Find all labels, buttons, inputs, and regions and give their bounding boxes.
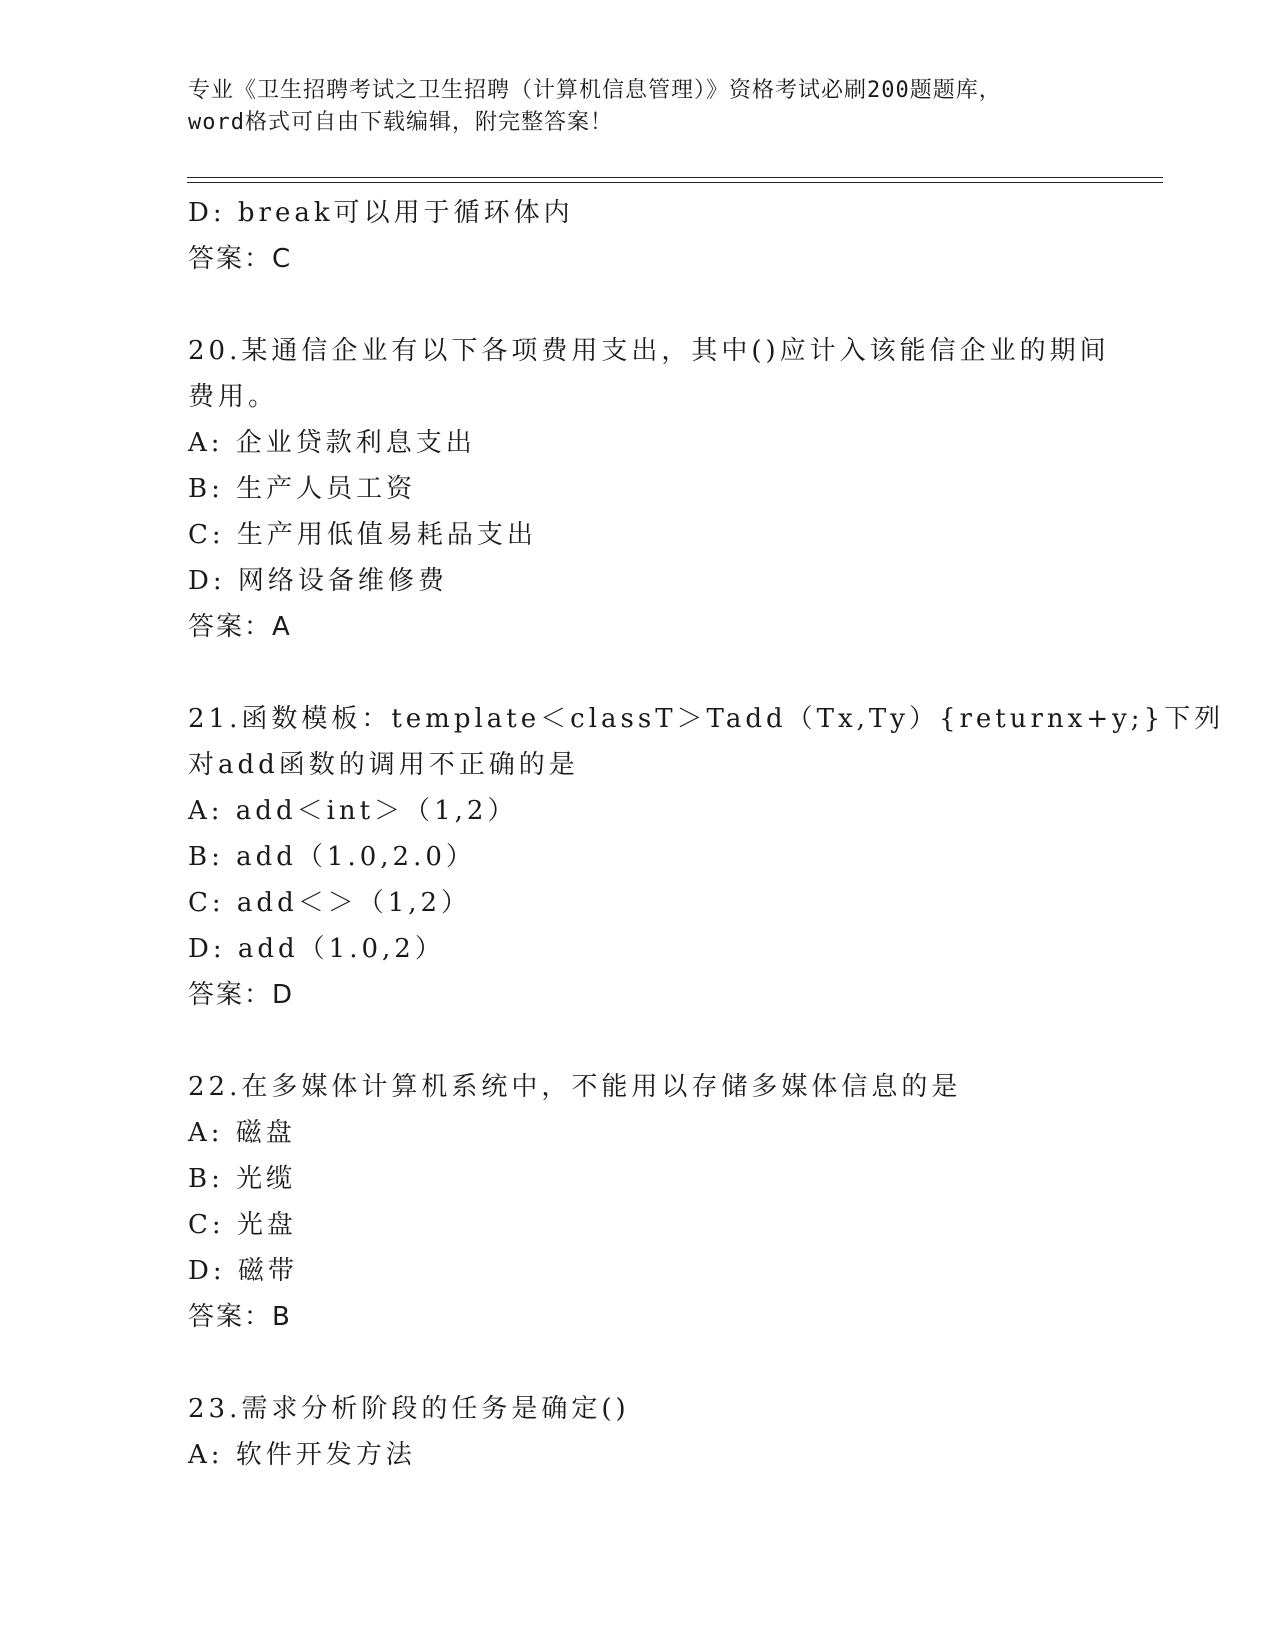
question-20 [188,328,1110,650]
option-d: D: 磁带 [188,1256,298,1286]
header-line-1: 专业《卫生招聘考试之卫生招聘（计算机信息管理）》资格考试必刷200题题库， [188,78,1002,103]
question-stem: 20.某通信企业有以下各项费用支出，其中()应计入该能信企业的期间 [188,336,1110,366]
option-a: A: 软件开发方法 [188,1440,416,1470]
prev-option-d: D: break可以用于循环体内 [188,198,574,228]
option-b: B: add（1.0,2.0） [188,842,476,872]
question-21 [188,696,1225,1018]
option-b: B: 生产人员工资 [188,474,417,504]
option-a: A: 磁盘 [188,1118,296,1148]
question-stem: 21.函数模板：template＜classT＞Tadd（Tx,Ty）{returnx+y;}下列 [188,704,1225,734]
option-c: C: 生产用低值易耗品支出 [188,520,537,550]
header-line-2: word格式可自由下载编辑，附完整答案！ [188,110,613,135]
question-stem-cont: 费用。 [188,382,279,412]
answer: 答案：A [188,612,292,642]
question-stem-cont: 对add函数的调用不正确的是 [188,750,579,780]
header-divider-top [187,177,1163,178]
question-22 [188,1064,1088,1340]
option-d: D: 网络设备维修费 [188,566,448,596]
question-23 [188,1386,1088,1478]
option-c: C: 光盘 [188,1210,297,1240]
option-d: D: add（1.0,2） [188,934,445,964]
option-a: A: add＜int＞（1,2） [188,796,518,826]
option-a: A: 企业贷款利息支出 [188,428,476,458]
question-stem: 22.在多媒体计算机系统中，不能用以存储多媒体信息的是 [188,1072,962,1102]
question-stem: 23.需求分析阶段的任务是确定() [188,1394,630,1424]
question-list [188,190,1225,1478]
document-header [188,75,1088,139]
option-c: C: add＜＞（1,2） [188,888,472,918]
option-b: B: 光缆 [188,1164,297,1194]
prev-answer: 答案：C [188,244,293,274]
answer: 答案：B [188,1302,292,1332]
answer: 答案：D [188,980,295,1010]
header-divider-bottom [187,182,1163,183]
